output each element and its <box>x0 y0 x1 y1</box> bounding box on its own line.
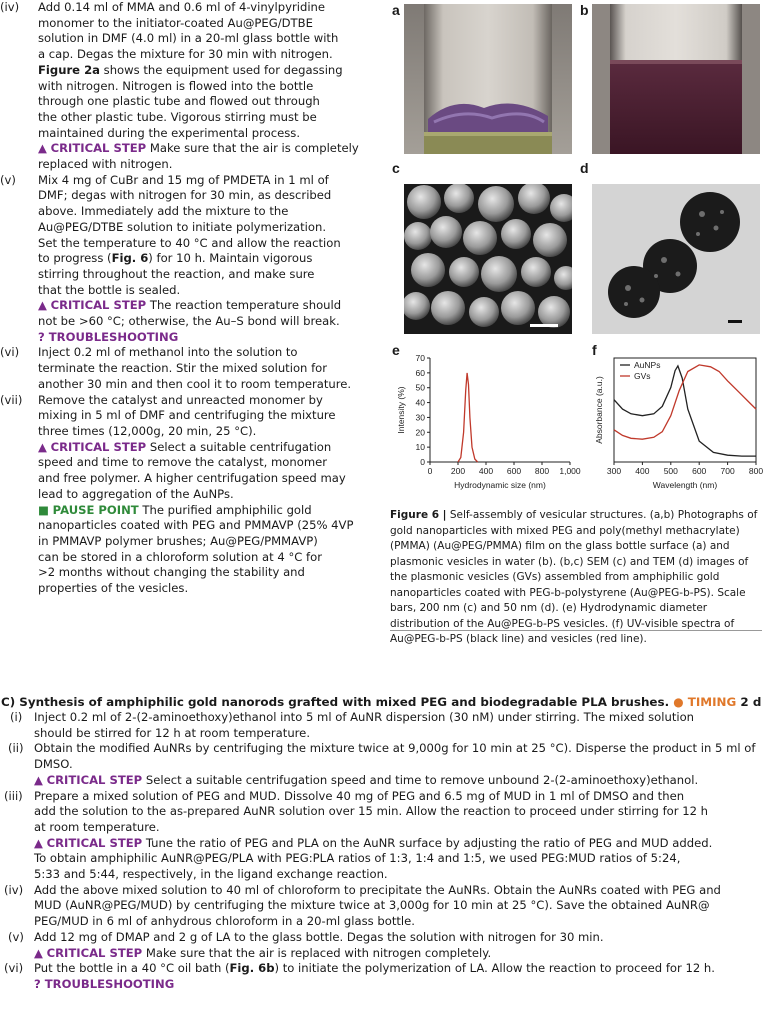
step-line: DMF; degas with nitrogen for 30 min, as described <box>38 188 332 203</box>
panel-label-e: e <box>392 342 400 358</box>
legend-label: GVs <box>634 371 651 381</box>
step-number: (iii) <box>4 788 23 803</box>
step-line: Inject 0.2 ml of methanol into the solution to <box>38 345 298 360</box>
step-line: add the solution to the as-prepared AuNR solution over 15 min. Allow the reaction to proceed under stirring for 12 h <box>34 804 708 819</box>
step-line: Inject 0.2 ml of 2-(2-aminoethoxy)ethanol into 5 ml of AuNR dispersion (30 nM) under stirring. The mixed solution <box>34 710 695 724</box>
x-tick-label: 600 <box>506 466 522 476</box>
figure-reference[interactable]: Fig. 6b <box>229 961 275 976</box>
y-tick-label: 20 <box>415 427 425 438</box>
step-line: Figure 2a shows the equipment used for degassing <box>38 62 343 77</box>
step-line: not be >60 °C; otherwise, the Au–S bond will break. <box>38 314 340 329</box>
figure-reference[interactable]: Fig. 6 <box>111 251 149 266</box>
critical-step-label: CRITICAL STEP <box>50 439 147 454</box>
critical-step-label: CRITICAL STEP <box>50 141 147 156</box>
y-axis-label: Absorbance (a.u.) <box>594 376 604 444</box>
y-tick-label: 10 <box>415 442 425 453</box>
step-number: (vi) <box>0 345 20 360</box>
step-line: 5:33 and 5:44, respectively, in the ligand exchange reaction. <box>34 867 388 882</box>
step-c-i <box>0 710 765 741</box>
x-axis-label: Hydrodynamic size (nm) <box>454 480 546 490</box>
troubleshooting-link[interactable]: ? TROUBLESHOOTING <box>34 976 175 991</box>
critical-step-label: CRITICAL STEP <box>46 945 143 960</box>
step-line: Add 0.14 ml of MMA and 0.6 ml of 4-vinylpyridine <box>38 0 326 14</box>
step-c-v <box>0 930 765 961</box>
timing-dot-icon: ● <box>673 695 684 709</box>
x-tick-label: 500 <box>663 466 678 476</box>
step-c-ii <box>0 741 765 788</box>
step-line: the other plastic tube. Vigorous stirring must be <box>38 109 317 124</box>
step-line: nanoparticles coated with PEG and PMMAVP (25% 4VP <box>38 518 354 533</box>
section-c-heading: C) Synthesis of amphiphilic gold nanorods grafted with mixed PEG and biodegradable PLA brushes. ● TIMING 2 d <box>1 695 762 709</box>
series-line-gvs <box>458 373 478 462</box>
figure-caption <box>390 508 762 648</box>
y-tick-label: 0 <box>420 457 425 467</box>
step-line: Prepare a mixed solution of PEG and MUD. Dissolve 40 mg of PEG and 6.5 mg of MUD in 1 ml of DMSO and then <box>34 788 685 803</box>
x-tick-label: 200 <box>450 466 466 476</box>
step-number: (ii) <box>8 741 24 756</box>
panel-label-d: d <box>580 160 589 176</box>
warning-triangle-icon: ▲ <box>38 141 47 156</box>
step-c-iii <box>0 789 765 883</box>
x-tick-label: 700 <box>720 466 735 476</box>
critical-step-note: ▲ CRITICAL STEP Tune the ratio of PEG and PLA on the AuNR surface by adjusting the ratio of PEG and MUD added. <box>34 835 713 850</box>
figure-reference[interactable]: Figure 2a <box>38 62 100 77</box>
step-line: mixing in 5 ml of DMF and centrifuging the mixture <box>38 408 336 423</box>
pause-square-icon: ■ <box>38 502 49 517</box>
step-line: properties of the vesicles. <box>38 581 189 596</box>
step-line: Au@PEG/DTBE solution to initiate polymerization. <box>38 219 327 234</box>
step-line: MUD (AuNR@PEG/MUD) by centrifuging the mixture twice at 3,000g for 10 min at 25 °C). Save the obtained AuNR@ <box>34 898 710 913</box>
step-line: can be stored in a chloroform solution at 4 °C for <box>38 549 322 564</box>
panel-label-a: a <box>392 2 400 18</box>
step-line: should be stirred for 12 h at room temperature. <box>34 725 311 740</box>
warning-triangle-icon: ▲ <box>34 945 43 960</box>
y-tick-label: 50 <box>415 382 425 393</box>
warning-triangle-icon: ▲ <box>34 835 43 850</box>
troubleshooting-link[interactable]: ? TROUBLESHOOTING <box>38 329 179 344</box>
step-number: (vi) <box>4 961 24 976</box>
warning-triangle-icon: ▲ <box>38 439 47 454</box>
x-tick-label: 800 <box>748 466 764 476</box>
photo-panel-b <box>592 4 760 154</box>
step-line: solution in DMF (4.0 ml) in a 20-ml glass bottle with <box>38 31 339 46</box>
step-line: through one plastic tube and flowed out through <box>38 94 320 109</box>
step-line: terminate the reaction. Stir the mixed solution for <box>38 361 328 376</box>
step-number: (i) <box>10 710 23 724</box>
step-line: above. Immediately add the mixture to the <box>38 204 289 219</box>
step-line: Set the temperature to 40 °C and allow the reaction <box>38 235 341 250</box>
step-iv <box>0 0 380 173</box>
step-line: lead to aggregation of the AuNPs. <box>38 486 234 501</box>
step-number: (v) <box>8 929 24 944</box>
critical-step-note: ▲ CRITICAL STEP Make sure that the air is replaced with nitrogen completely. <box>34 945 492 960</box>
step-line: three times (12,000g, 20 min, 25 °C). <box>38 423 257 438</box>
critical-step-note: ▲ CRITICAL STEP Select a suitable centrifugation <box>38 439 332 454</box>
x-tick-label: 300 <box>606 466 622 476</box>
critical-step-note: ▲ CRITICAL STEP Make sure that the air is completely <box>38 141 359 156</box>
step-line: >2 months without changing the stability and <box>38 565 305 580</box>
step-line: in PMMAVP polymer brushes; Au@PEG/PMMAVP) <box>38 533 318 548</box>
x-tick-label: 600 <box>692 466 707 476</box>
panel-label-b: b <box>580 2 589 18</box>
x-tick-label: 400 <box>478 466 494 476</box>
timing-value: 2 d <box>740 695 762 709</box>
critical-step-label: CRITICAL STEP <box>46 772 143 787</box>
step-line: Add the above mixed solution to 40 ml of chloroform to precipitate the AuNRs. Obtain the AuNRs coated with PEG and <box>34 882 721 897</box>
panel-label-c: c <box>392 160 400 176</box>
pause-point-label: PAUSE POINT <box>52 502 139 517</box>
y-tick-label: 70 <box>415 353 425 363</box>
step-vii <box>0 393 380 597</box>
sem-image-panel-c <box>404 184 572 334</box>
figure-caption-label: Figure 6 | <box>390 509 447 521</box>
procedure-left-column <box>0 0 380 597</box>
step-line: maintained during the experimental process. <box>38 125 301 140</box>
step-line: stirring throughout the reaction, and make sure <box>38 266 315 281</box>
step-line: replaced with nitrogen. <box>38 157 173 172</box>
timing-label: TIMING <box>687 695 737 709</box>
caption-divider <box>390 630 762 631</box>
step-vi <box>0 345 380 392</box>
chart-panel-f <box>590 350 765 500</box>
y-tick-label: 60 <box>415 367 425 378</box>
critical-step-note: ▲ CRITICAL STEP The reaction temperature should <box>38 298 342 313</box>
step-line: Put the bottle in a 40 °C oil bath (Fig. 6b) to initiate the polymerization of LA. Allow the reaction to proceed for 12 h. <box>34 961 715 976</box>
step-line: that the bottle is sealed. <box>38 282 181 297</box>
step-number: (iv) <box>0 0 20 14</box>
step-line: Obtain the modified AuNRs by centrifuging the mixture twice at 9,000g for 10 min at 25 °C). Disperse the product in 5 ml of DMSO. <box>34 741 756 772</box>
x-tick-label: 1,000 <box>559 466 581 476</box>
x-tick-label: 800 <box>534 466 550 476</box>
step-line: a cap. Degas the mixture for 30 min with nitrogen. <box>38 47 333 62</box>
photo-panel-a <box>404 4 572 154</box>
y-axis-label: Intensity (%) <box>396 386 406 434</box>
critical-step-note: ▲ CRITICAL STEP Select a suitable centrifugation speed and time to remove unbound 2-(2-aminoethoxy)ethanol. <box>34 772 699 787</box>
step-line: and free polymer. A higher centrifugation speed may <box>38 471 346 486</box>
figure-caption-text: Self-assembly of vesicular structures. (a,b) Photographs of gold nanoparticles with mixed PEG and poly(methyl methacrylate) (PMMA) (Au@PEG/PMMA) film on the glass bottle surface (a) and plasmonic vesicles in water (b). (b,c) SEM (c) and TEM (d) images of the plasmonic vesicles (GVs) assembled from amphiphilic gold nanoparticles coated with PEG-b-polystyrene (Au@PEG-b-PS). Scale bars, 200 nm (c) and 50 nm (d). (e) Hydrodynamic diameter distribution of the Au@PEG-b-PS vesicles. (f) UV-visible spectra of Au@PEG-b-PS (black line) and vesicles (red line). <box>390 509 758 645</box>
x-tick-label: 0 <box>427 466 433 476</box>
critical-step-label: CRITICAL STEP <box>50 298 147 313</box>
step-line: To obtain amphiphilic AuNR@PEG/PLA with PEG:PLA ratios of 1:3, 1:4 and 1:5, we used PEG:MUD ratios of 5:24, <box>34 851 681 866</box>
step-line: to progress (Fig. 6) for 10 h. Maintain vigorous <box>38 251 313 266</box>
tem-image-panel-d <box>592 184 760 334</box>
step-line: PEG/MUD in 6 ml of anhydrous chloroform in a 20-ml glass bottle. <box>34 914 415 929</box>
y-tick-label: 30 <box>415 412 425 423</box>
chart-panel-e <box>392 350 582 500</box>
step-line: with nitrogen. Nitrogen is flowed into the bottle <box>38 78 314 93</box>
x-axis-label: Wavelength (nm) <box>652 480 718 490</box>
step-c-iv <box>0 883 765 930</box>
step-line: Mix 4 mg of CuBr and 15 mg of PMDETA in 1 ml of <box>38 172 329 187</box>
y-tick-label: 40 <box>415 397 425 408</box>
warning-triangle-icon: ▲ <box>38 298 47 313</box>
step-line: another 30 min and then cool it to room temperature. <box>38 376 352 391</box>
step-v <box>0 173 380 346</box>
legend-label: AuNPs <box>634 360 661 370</box>
x-tick-label: 400 <box>635 466 650 476</box>
warning-triangle-icon: ▲ <box>34 772 43 787</box>
step-number: (v) <box>0 172 16 187</box>
step-line: speed and time to remove the catalyst, monomer <box>38 455 328 470</box>
step-line: at room temperature. <box>34 819 160 834</box>
step-c-vi <box>0 961 765 992</box>
step-line: monomer to the initiator-coated Au@PEG/DTBE <box>38 15 313 30</box>
step-number: (iv) <box>4 882 24 897</box>
panel-label-f: f <box>592 342 597 358</box>
critical-step-label: CRITICAL STEP <box>46 835 143 850</box>
step-line: Remove the catalyst and unreacted monomer by <box>38 392 323 407</box>
pause-point-note: ■ PAUSE POINT The purified amphiphilic gold <box>38 502 312 517</box>
step-number: (vii) <box>0 392 23 407</box>
section-c <box>0 694 765 993</box>
step-line: Add 12 mg of DMAP and 2 g of LA to the glass bottle. Degas the solution with nitrogen for 30 min. <box>34 929 604 944</box>
